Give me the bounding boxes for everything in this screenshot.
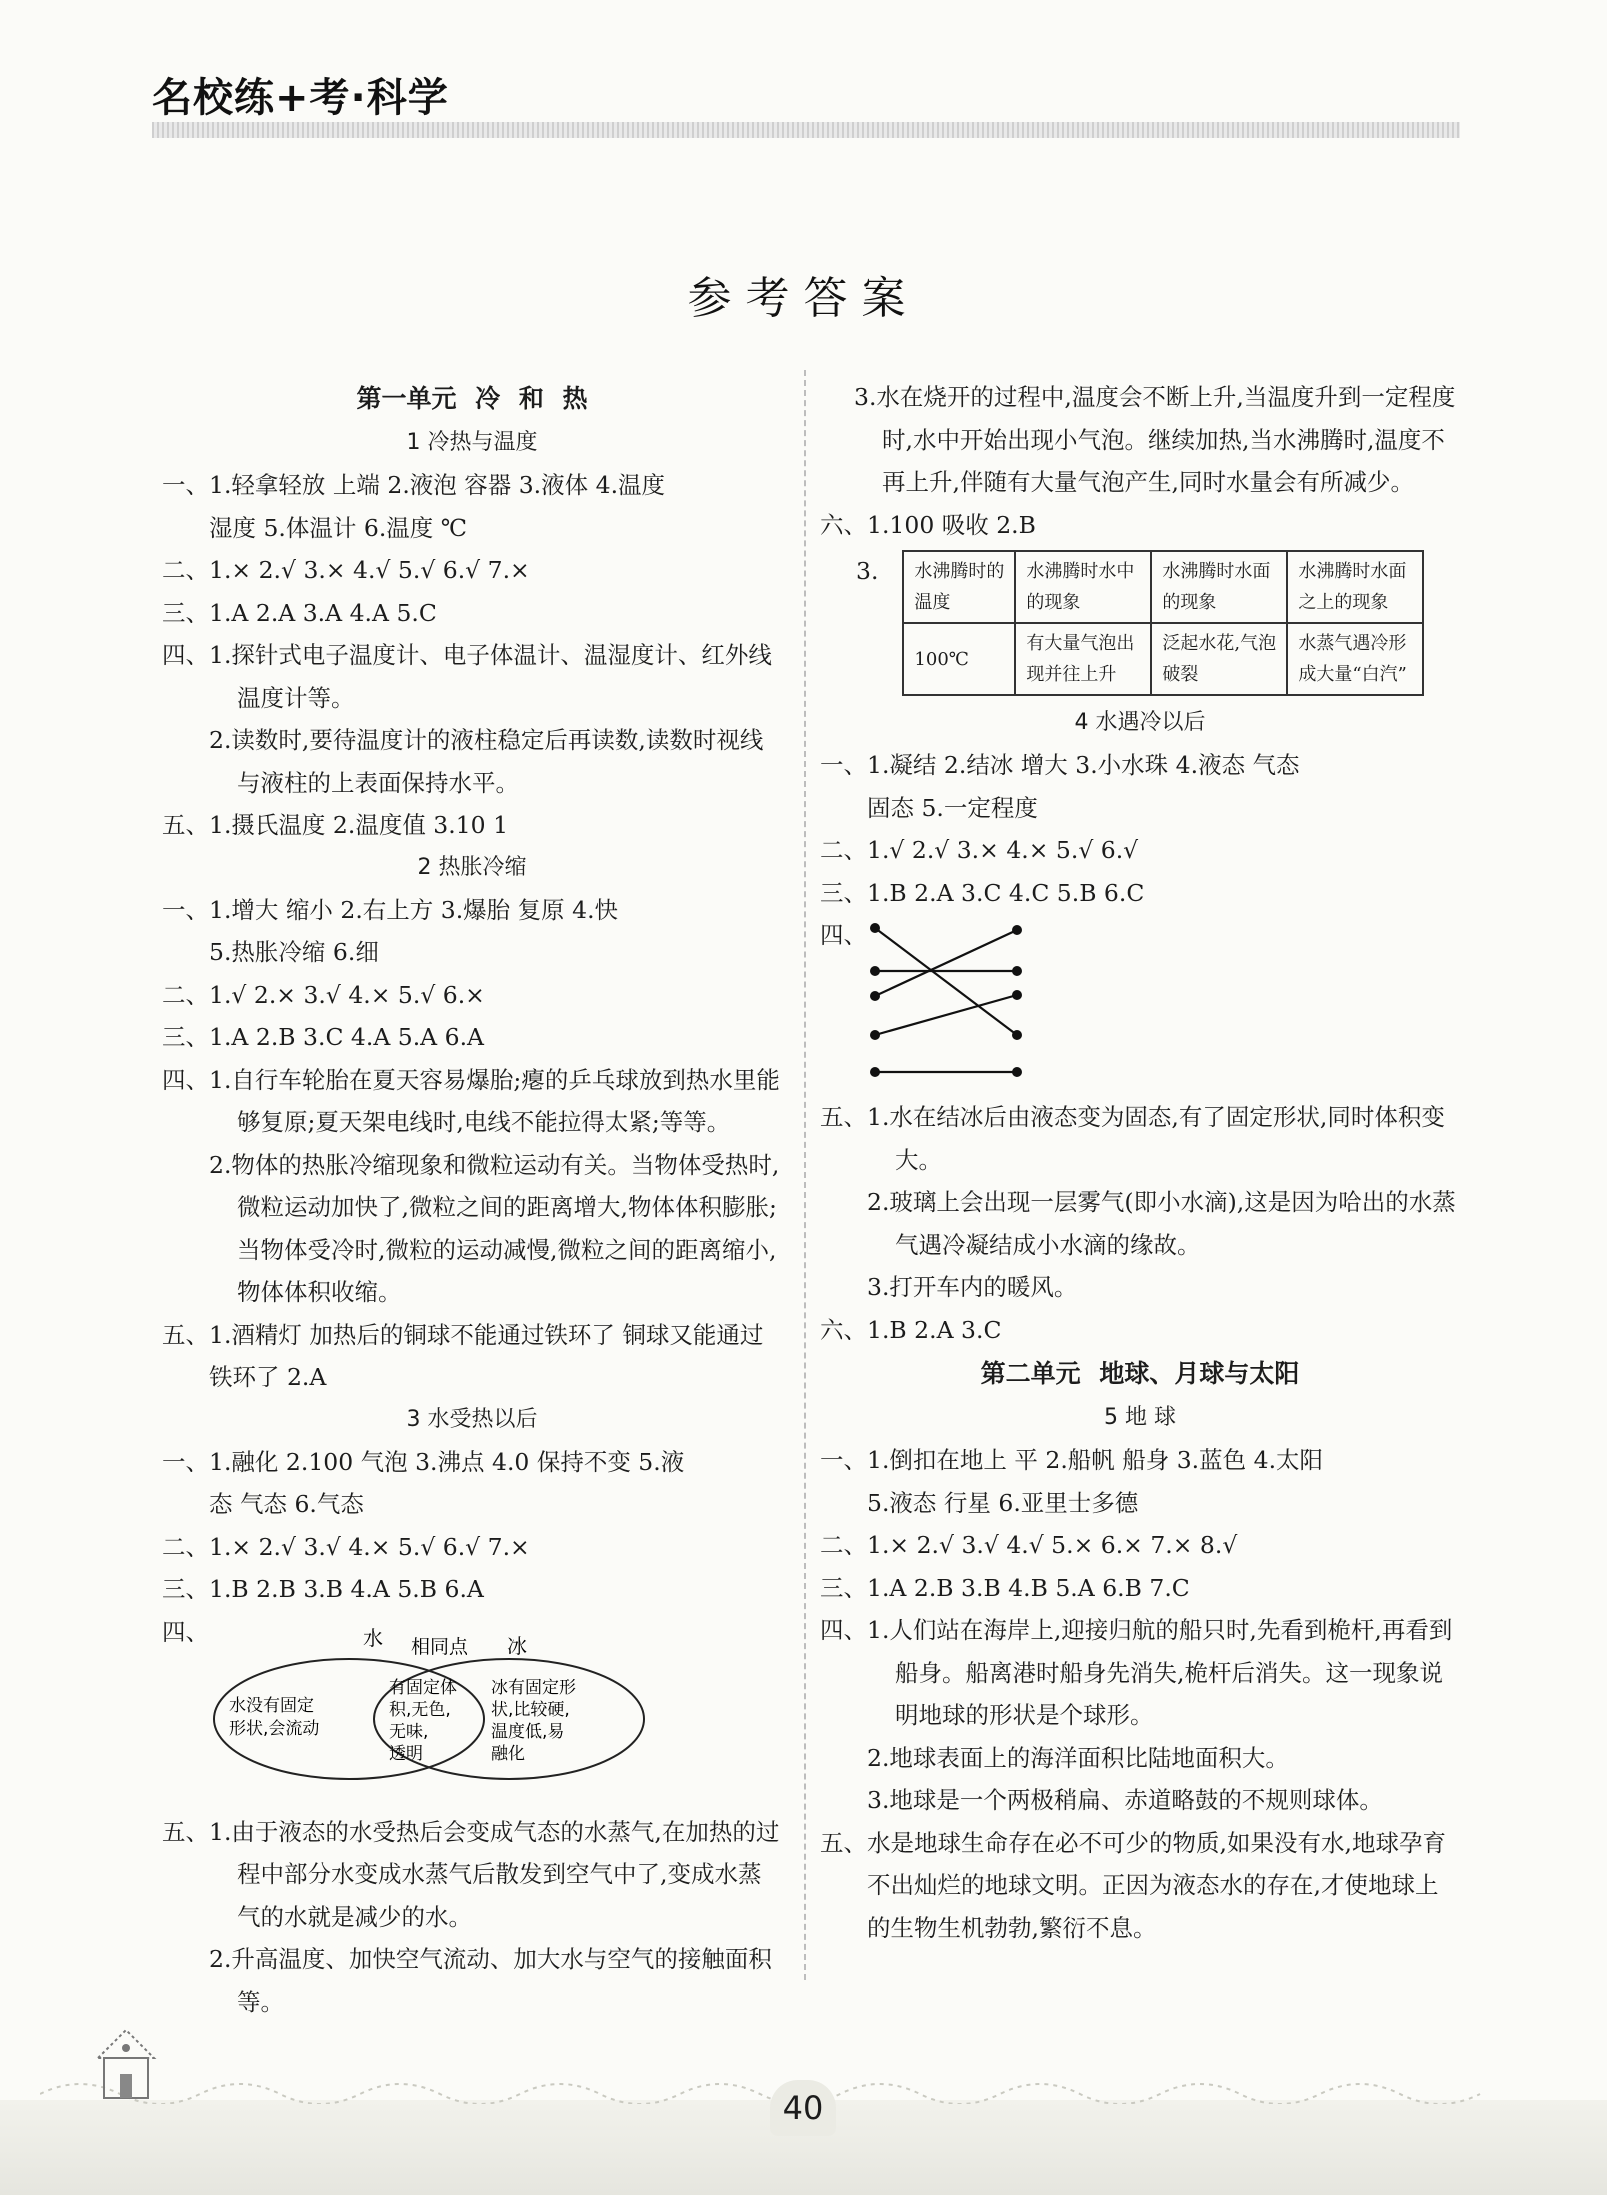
table-row: 100℃ 有大量气泡出现并往上升 泛起水花,气泡破裂 水蒸气遇冷形成大量“白汽” — [903, 623, 1423, 695]
answer-section: 一、 1.增大 缩小 2.右上方 3.爆胎 复原 4.快 5.热胀冷缩 6.细 — [162, 895, 619, 966]
venn-head-common: 相同点 — [411, 1635, 469, 1658]
lesson-title: 2 热胀冷缩 — [417, 854, 527, 880]
left-column — [162, 376, 782, 2023]
match-dot — [870, 1067, 880, 1077]
match-dot — [1012, 990, 1022, 1000]
venn-water-line: 形状,会流动 — [229, 1718, 320, 1739]
match-dot — [1012, 1067, 1022, 1077]
venn-head-water: 水 — [363, 1625, 383, 1650]
lesson-title: 1 冷热与温度 — [406, 430, 538, 455]
venn-common-line: 透明 — [389, 1743, 423, 1764]
matching-section: 四、 — [820, 914, 1460, 1096]
answer-section: 一、 1.轻拿轻放 上端 2.液泡 容器 3.液体 4.温度 湿度 5.体温计 6.温度 ℃ — [162, 471, 666, 542]
venn-ice-line: 状,比较硬, — [491, 1699, 570, 1720]
match-dot — [870, 1030, 880, 1040]
answer-section: 四、 1.自行车轮胎在夏天容易爆胎;瘪的乒乓球放到热水里能够复原;夏天架电线时,电线不能拉得太紧;等等。 2.物体的热胀冷缩现象和微粒运动有关。当物体受热时,微粒运动加快了,微粒之间的距离增大,物体体积膨胀;当物体受冷时,微粒的运动减慢,微粒之间的距离缩小,物体体积收缩。 — [162, 1065, 780, 1306]
lesson-title: 3 水受热以后 — [406, 1406, 538, 1432]
boiling-table-block: 3. 水沸腾时的温度 水沸腾时水中的现象 水沸腾时水面的现象 水沸腾时水面之上的现象 100℃ 有大量气泡出现并往上升 泛起水花,气泡破裂 水蒸气遇冷形成大量“白汽” — [820, 550, 1460, 696]
answer-section: 一、 1.倒扣在地上 平 2.船帆 船身 3.蓝色 4.太阳 5.液态 行星 6.亚里士多德 — [820, 1446, 1324, 1517]
right-column — [820, 376, 1460, 1949]
page-title: 参考答案 — [687, 273, 920, 324]
page-number: 40 — [770, 2080, 836, 2136]
boiling-table — [902, 550, 1424, 696]
venn-section: 四、 水 相同点 冰 水没有固定 形状,会流动 有固定体 积,无色, 无味, 透明 冰有固定形 状,比较硬, 温度低,易 融化 — [162, 1611, 782, 1811]
answer-section: 五、 1.摄氏温度 2.温度值 3.10 1 — [162, 811, 509, 839]
match-dot — [870, 923, 880, 933]
answer-section: 三、 1.A 2.A 3.A 4.A 5.C — [162, 598, 437, 627]
answer-section: 二、 1.√ 2.√ 3.× 4.× 5.√ 6.√ — [820, 836, 1139, 864]
column-divider — [804, 370, 806, 1980]
answer-section: 一、 1.融化 2.100 气泡 3.沸点 4.0 保持不变 5.液 态 气态 6.气态 — [162, 1447, 685, 1518]
venn-head-ice: 冰 — [507, 1633, 527, 1658]
answer-section: 三、 1.A 2.B 3.C 4.A 5.A 6.A — [162, 1023, 485, 1051]
unit-heading: 第一单元 冷 和 热 — [356, 384, 588, 413]
venn-common-line: 有固定体 — [389, 1677, 457, 1698]
answer-section: 二、 1.√ 2.× 3.√ 4.× 5.√ 6.× — [162, 980, 485, 1009]
lesson-title: 4 水遇冷以后 — [1074, 710, 1206, 735]
answer-section: 四、 1.人们站在海岸上,迎接归航的船只时,先看到桅杆,再看到船身。船离港时船身先消失,桅杆后消失。这一现象说明地球的形状是个球形。 2.地球表面上的海洋面积比陆地面积大。 3.地球是一个两极稍扁、赤道略鼓的不规则球体。 — [820, 1616, 1453, 1814]
answer-section: 六、 1.100 吸收 2.B — [820, 510, 1036, 539]
match-dot — [1012, 966, 1022, 976]
matching-diagram — [867, 914, 1067, 1096]
match-dot — [870, 966, 880, 976]
answer-section: 二、 1.× 2.√ 3.√ 4.√ 5.× 6.× 7.× 8.√ — [820, 1531, 1238, 1559]
answer-section: 三、 1.A 2.B 3.B 4.B 5.A 6.B 7.C — [820, 1573, 1190, 1602]
venn-ice-line: 温度低,易 — [491, 1721, 565, 1742]
answer-item: 3.水在烧开的过程中,温度会不断上升,当温度升到一定程度时,水中开始出现小气泡。继续加热,当水沸腾时,温度不再上升,伴随有大量气泡产生,同时水量会有所减少。 — [854, 383, 1456, 496]
venn-ice-line: 冰有固定形 — [491, 1677, 576, 1698]
header-rule — [152, 122, 1460, 138]
table-header-row: 水沸腾时的温度 水沸腾时水中的现象 水沸腾时水面的现象 水沸腾时水面之上的现象 — [903, 551, 1423, 623]
venn-common-line: 无味, — [389, 1721, 429, 1742]
answer-section: 五、 1.由于液态的水受热后会变成气态的水蒸气,在加热的过程中部分水变成水蒸气后散发到空气中了,变成水蒸气的水就是减少的水。 2.升高温度、加快空气流动、加大水与空气的接触面积等。 — [162, 1817, 780, 2016]
answer-section: 三、 1.B 2.B 3.B 4.A 5.B 6.A — [162, 1575, 484, 1603]
answer-section: 五、 1.酒精灯 加热后的铜球不能通过铁环了 铜球又能通过铁环了 2.A — [162, 1320, 764, 1391]
match-dot — [870, 991, 880, 1001]
answer-section: 五、 水是地球生命存在必不可少的物质,如果没有水,地球孕育不出灿烂的地球文明。正因为液态水的存在,才使地球上的生物生机勃勃,繁衍不息。 — [820, 1828, 1446, 1942]
lesson-title: 5 地 球 — [1104, 1405, 1176, 1430]
answer-section: 四、 1.探针式电子温度计、电子体温计、温湿度计、红外线温度计等。 2.读数时,要待温度计的液柱稳定后再读数,读数时视线与液柱的上表面保持水平。 — [162, 641, 772, 797]
match-dot — [1012, 1030, 1022, 1040]
answer-section: 二、 1.× 2.√ 3.× 4.√ 5.√ 6.√ 7.× — [162, 556, 530, 584]
venn-diagram — [209, 1611, 769, 1811]
unit-heading: 第二单元 地球、月球与太阳 — [980, 1359, 1300, 1388]
venn-water-line: 水没有固定 — [229, 1695, 314, 1716]
match-dot — [1012, 925, 1022, 935]
answer-section: 三、 1.B 2.A 3.C 4.C 5.B 6.C — [820, 878, 1145, 907]
answer-section: 一、 1.凝结 2.结冰 增大 3.小水珠 4.液态 气态 固态 5.一定程度 — [820, 751, 1300, 822]
brand-title: 名校练+考·科学 — [152, 75, 449, 121]
answer-section: 五、 1.水在结冰后由液态变为固态,有了固定形状,同时体积变大。 2.玻璃上会出现一层雾气(即小水滴),这是因为哈出的水蒸气遇冷凝结成小水滴的缘故。 3.打开车内的暖风。 — [820, 1103, 1456, 1301]
venn-ice-line: 融化 — [491, 1743, 525, 1764]
venn-common-line: 积,无色, — [389, 1699, 451, 1720]
house-icon — [76, 2018, 176, 2102]
answer-section: 二、 1.× 2.√ 3.√ 4.× 5.√ 6.√ 7.× — [162, 1532, 530, 1561]
answer-section: 六、 1.B 2.A 3.C — [820, 1315, 1002, 1344]
